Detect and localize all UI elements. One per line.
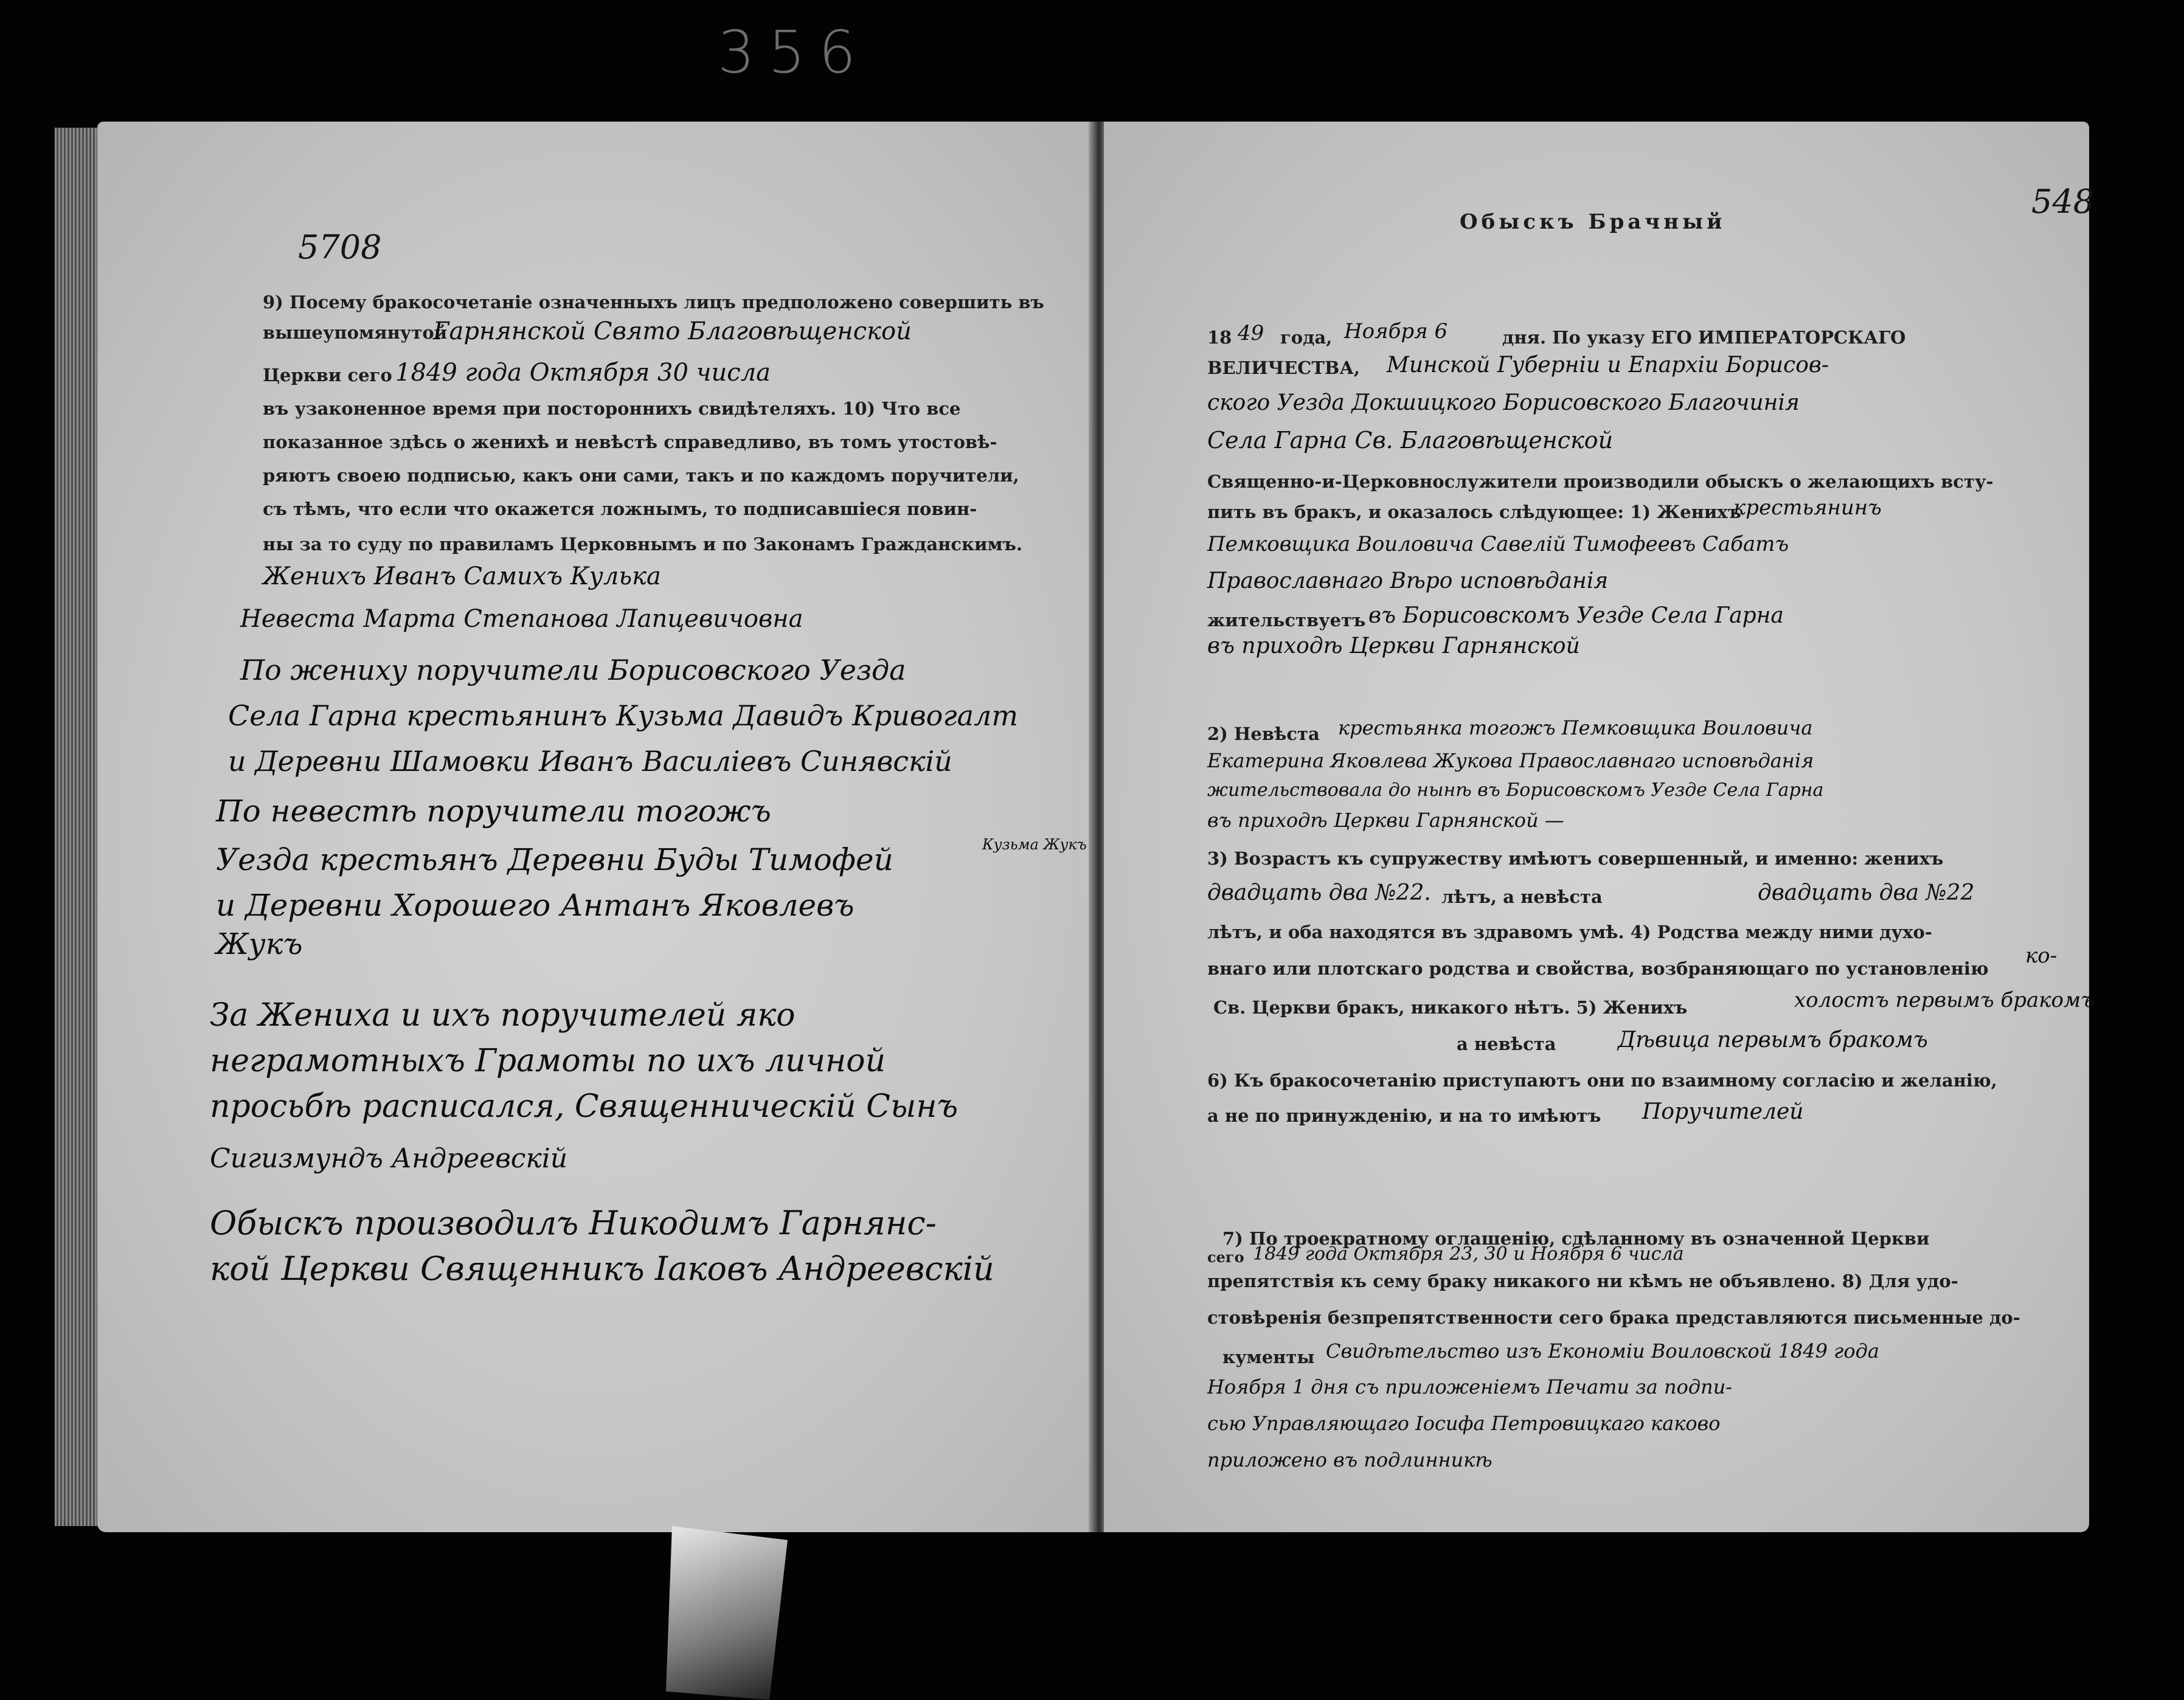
- signature-line: неграмотныхъ Грамоты по ихъ личной: [210, 1043, 886, 1079]
- printed-line: ряютъ своею подписью, какъ они сами, такъ и по каждомъ поручители,: [263, 465, 1019, 486]
- signature-line: просьбѣ расписался, Священническій Сынъ: [210, 1088, 959, 1125]
- groom-parish-handwritten: въ приходѣ Церкви Гарнянской: [1207, 634, 1580, 658]
- documents-handwritten: Свидѣтельство изъ Економіи Воиловской 1849 года: [1326, 1339, 1879, 1363]
- right-folio-number: 548: [2031, 182, 2095, 221]
- bride-handwritten: Екатерина Яковлева Жукова Православнаго исповѣданія: [1207, 749, 1814, 772]
- bride-handwritten: жительствовала до нынѣ въ Борисовскомъ Уезде Села Гарна: [1207, 779, 1824, 801]
- printed-line: а не по принужденію, и на то имѣютъ: [1207, 1105, 1601, 1126]
- printed-line: года,: [1280, 327, 1333, 348]
- printed-line: 6) Къ бракосочетанію приступаютъ они по взаимному согласію и желанію,: [1207, 1070, 1997, 1091]
- signature-line: По невестѣ поручители тогожъ: [216, 793, 771, 829]
- printed-line: внаго или плотскаго родства и свойства, возбраняющаго по установленію: [1207, 958, 1989, 979]
- printed-line: Св. Церкви бракъ, никакого нѣтъ. 5) Женихъ: [1213, 997, 1688, 1018]
- signature-line: Села Гарна крестьянинъ Кузьма Давидъ Кривогалт: [228, 699, 1018, 732]
- page-heading: Обыскъ Брачный: [1460, 210, 1726, 234]
- documents-handwritten: приложено въ подлинникѣ: [1207, 1448, 1492, 1471]
- documents-handwritten: Ноября 1 дня съ приложеніемъ Печати за подпи-: [1207, 1375, 1733, 1398]
- groom-residence-handwritten: въ Борисовскомъ Уезде Села Гарна: [1368, 603, 1784, 628]
- printed-line: а невѣста: [1457, 1034, 1556, 1054]
- printed-line: пить въ бракъ, и оказалось слѣдующее: 1) Женихъ: [1207, 502, 1741, 522]
- signature-line: кой Церкви Священникъ Іаковъ Андреевскій: [210, 1249, 994, 1288]
- printed-line: вышеупомянутой: [263, 322, 448, 343]
- printed-line: показанное здѣсь о женихѣ и невѣстѣ справедливо, въ томъ утостовѣ-: [263, 432, 997, 452]
- left-folio-number: 5708: [298, 228, 382, 266]
- bride-age-handwritten: двадцать два №22: [1758, 880, 1975, 905]
- banns-dates-handwritten: 1849 года Октября 23, 30 и Ноября 6 числа: [1253, 1243, 1684, 1265]
- printed-line: дня. По указу ЕГО ИМПЕРАТОРСКАГО: [1502, 327, 1906, 348]
- printed-line: 18: [1207, 327, 1232, 348]
- printed-line: ны за то суду по правиламъ Церковнымъ и по Законамъ Гражданскимъ.: [263, 534, 1022, 555]
- signature-line: Сигизмундъ Андреевскій: [210, 1143, 568, 1174]
- diocese-handwritten: Минской Губерніи и Епархіи Борисов-: [1387, 353, 1829, 378]
- printed-line: Церкви сего: [263, 365, 392, 385]
- bride-handwritten: крестьянка тогожъ Пемковщика Воиловича: [1338, 716, 1813, 739]
- year-suffix-handwritten: 49: [1238, 321, 1264, 345]
- signature-line: Уезда крестьянъ Деревни Буды Тимофей: [216, 842, 893, 877]
- village-handwritten: Села Гарна Св. Благовѣщенской: [1207, 427, 1614, 454]
- signature-line: Жукъ: [216, 927, 303, 961]
- signature-line: и Деревни Шамовки Иванъ Василіевъ Синявскій: [228, 745, 952, 778]
- signature-line: и Деревни Хорошего Антанъ Яковлевъ: [216, 888, 855, 923]
- page-edge-stack: [55, 128, 103, 1526]
- groom-faith-handwritten: Православнаго Вѣро исповѣданія: [1207, 568, 1609, 593]
- documents-handwritten: сью Управляющаго Іосифа Петровицкаго каково: [1207, 1412, 1721, 1435]
- signature-line: Женихъ Иванъ Самихъ Кулька: [263, 562, 661, 590]
- deanery-handwritten: ского Уезда Докшицкого Борисовского Благочинія: [1207, 390, 1800, 415]
- printed-line: стовѣренія безпрепятственности сего брака представляются письменные до-: [1207, 1307, 2020, 1328]
- printed-line: препятствія къ сему браку никакого ни кѣмъ не объявлено. 8) Для удо-: [1207, 1271, 1958, 1291]
- church-name-handwritten: Гарнянской Свято Благовѣщенской: [433, 317, 912, 345]
- printed-line: кументы: [1222, 1347, 1315, 1367]
- bookmark-tab: [666, 1526, 788, 1700]
- printed-line: 7) По троекратному оглашенію, сдѣланному въ означенной Церкви: [1222, 1228, 1930, 1249]
- printed-line: 3) Возрастъ къ супружеству имѣютъ совершенный, и именно: женихъ: [1207, 848, 1944, 869]
- printed-line: 2) Невѣста: [1207, 724, 1320, 744]
- signature-line: Невеста Марта Степанова Лапцевичовна: [240, 605, 803, 633]
- printed-line: Священно-и-Церковнослужители производили обыскъ о желающихъ всту-: [1207, 471, 1994, 492]
- archive-stamp: 356: [718, 18, 870, 86]
- guarantors-handwritten: Поручителей: [1642, 1099, 1804, 1124]
- printed-line: сего: [1207, 1248, 1244, 1266]
- signature-line: Обыскъ производилъ Никодимъ Гарнянс-: [210, 1204, 937, 1242]
- margin-note: Кузьма Жукъ: [982, 836, 1087, 853]
- bride-handwritten: въ приходѣ Церкви Гарнянской —: [1207, 809, 1564, 832]
- groom-marriage-handwritten: холостъ первымъ бракомъ: [1794, 988, 2095, 1012]
- signature-line: По жениху поручители Борисовского Уезда: [240, 654, 906, 686]
- printed-line: съ тѣмъ, что если что окажется ложнымъ, то подписавшіеся повин-: [263, 499, 977, 519]
- printed-line: ВЕЛИЧЕСТВА,: [1207, 358, 1361, 378]
- month-day-handwritten: Ноября 6: [1344, 319, 1448, 344]
- printed-line: лѣтъ, и оба находятся въ здравомъ умѣ. 4) Родства между ними духо-: [1207, 922, 1932, 942]
- printed-line: жительствуетъ: [1207, 610, 1366, 631]
- date-handwritten: 1849 года Октября 30 числа: [395, 359, 771, 387]
- printed-line: 9) Посему бракосочетаніе означенныхъ лицъ предположено совершить въ: [263, 292, 1044, 313]
- margin-note: ко-: [2025, 944, 2057, 968]
- bride-marriage-handwritten: Дѣвица первымъ бракомъ: [1618, 1028, 1928, 1052]
- printed-line: лѣтъ, а невѣста: [1441, 886, 1603, 907]
- groom-details-handwritten: Пемковщика Воиловича Савелій Тимофеевъ Сабатъ: [1207, 532, 1789, 556]
- signature-line: За Жениха и ихъ поручителей яко: [210, 997, 796, 1034]
- printed-line: въ узаконенное время при постороннихъ свидѣтеляхъ. 10) Что все: [263, 398, 961, 419]
- groom-age-handwritten: двадцать два №22.: [1207, 880, 1431, 905]
- groom-handwritten: крестьянинъ: [1733, 496, 1882, 520]
